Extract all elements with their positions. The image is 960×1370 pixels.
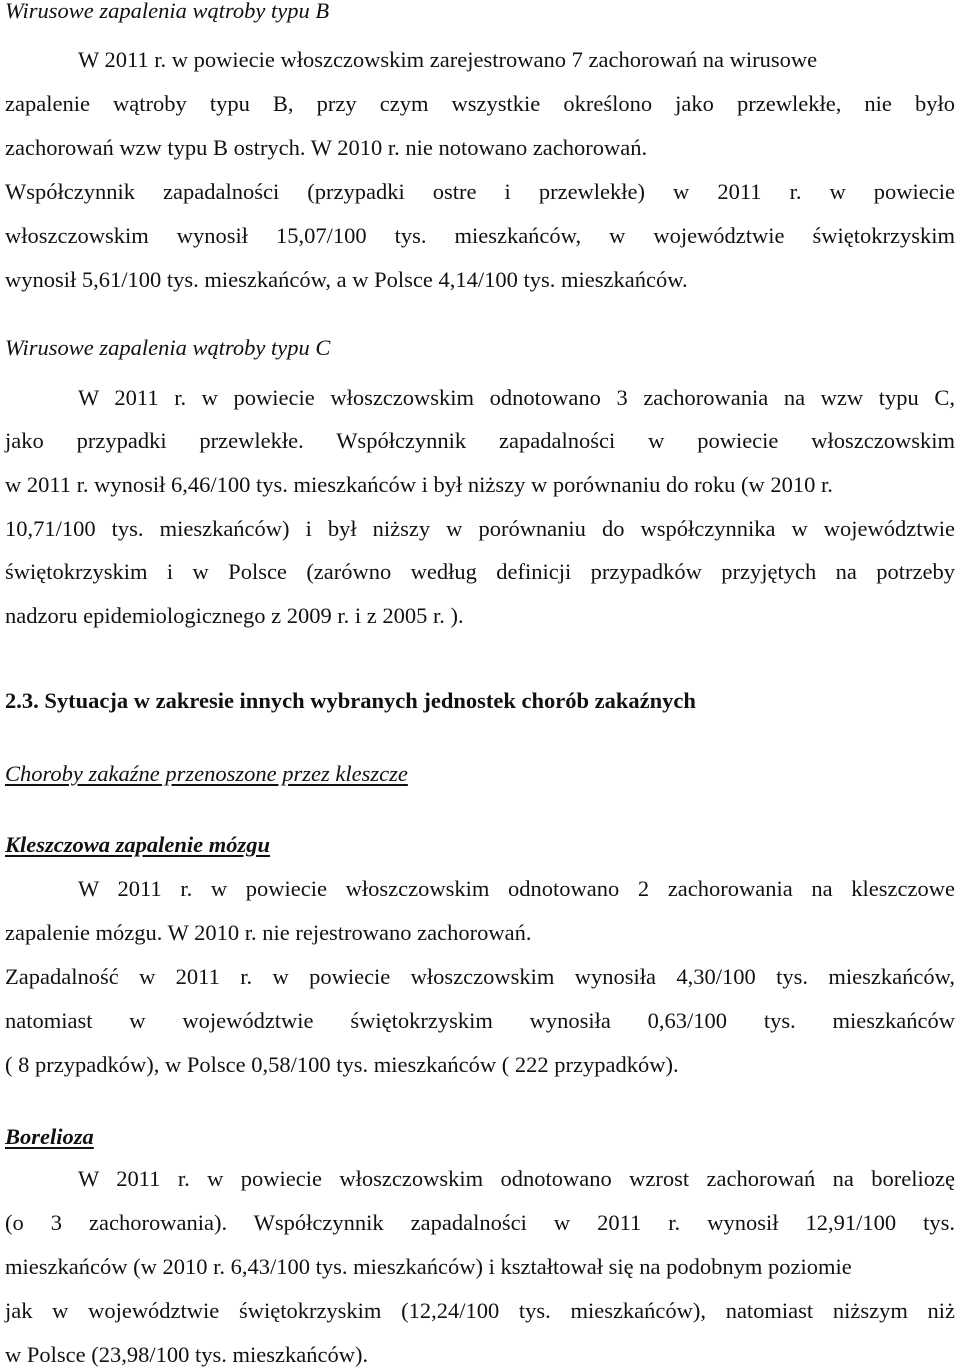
lyme-heading: Borelioza	[5, 1124, 94, 1149]
lyme-paragraph-line: w Polsce (23,98/100 tys. mieszkańców).	[5, 1342, 369, 1367]
hcv-paragraph-line: W 2011 r. w powiecie włoszczowskim odnotowano 3 zachorowania na wzw typu C,	[78, 385, 955, 410]
lyme-paragraph-line: jak w województwie świętokrzyskim (12,24/100 tys. mieszkańców), natomiast niższym niż	[5, 1298, 955, 1323]
tbe-paragraph-line: W 2011 r. w powiecie włoszczowskim odnotowano 2 zachorowania na kleszczowe	[78, 876, 955, 901]
tbe-paragraph-line: ( 8 przypadków), w Polsce 0,58/100 tys. mieszkańców ( 222 przypadków).	[5, 1052, 679, 1077]
tbe-paragraph-line: Zapadalność w 2011 r. w powiecie włoszczowskim wynosiła 4,30/100 tys. mieszkańców,	[5, 964, 955, 989]
hbv-heading: Wirusowe zapalenia wątroby typu B	[5, 0, 330, 23]
lyme-paragraph-line: W 2011 r. w powiecie włoszczowskim odnotowano wzrost zachorowań na boreliozę	[78, 1166, 955, 1191]
section-heading	[5, 686, 955, 716]
hcv-paragraph-line: nadzoru epidemiologicznego z 2009 r. i z 2005 r. ).	[5, 603, 464, 628]
subsection-heading: Choroby zakaźne przenoszone przez kleszcze	[5, 761, 408, 786]
hbv-paragraph-line: zachorowań wzw typu B ostrych. W 2010 r. nie notowano zachorowań.	[5, 135, 648, 160]
hcv-paragraph-line: 10,71/100 tys. mieszkańców) i był niższy w porównaniu do współczynnika w województwie	[5, 516, 955, 541]
section-title: Sytuacja w zakresie innych wybranych jednostek chorób zakaźnych	[44, 688, 696, 713]
tbe-paragraph-line: natomiast w województwie świętokrzyskim wynosiła 0,63/100 tys. mieszkańców	[5, 1008, 955, 1033]
hcv-heading: Wirusowe zapalenia wątroby typu C	[5, 335, 331, 360]
hcv-paragraph-line: jako przypadki przewlekłe. Współczynnik zapadalności w powiecie włoszczowskim	[5, 428, 955, 453]
hcv-paragraph-line: świętokrzyskim i w Polsce (zarówno według definicji przypadków przyjętych na potrzeby	[5, 559, 955, 584]
hbv-paragraph-line: Współczynnik zapadalności (przypadki ostre i przewlekłe) w 2011 r. w powiecie	[5, 179, 955, 204]
section-number: 2.3.	[5, 688, 39, 713]
hbv-paragraph-line: zapalenie wątroby typu B, przy czym wszystkie określono jako przewlekłe, nie było	[5, 91, 955, 116]
hbv-paragraph-line: W 2011 r. w powiecie włoszczowskim zarejestrowano 7 zachorowań na wirusowe	[78, 47, 818, 72]
hcv-paragraph-line: w 2011 r. wynosił 6,46/100 tys. mieszkańców i był niższy w porównaniu do roku (w 2010 r.	[5, 472, 833, 497]
lyme-paragraph-line: (o 3 zachorowania). Współczynnik zapadalności w 2011 r. wynosił 12,91/100 tys.	[5, 1210, 955, 1235]
hbv-paragraph-line: włoszczowskim wynosił 15,07/100 tys. mieszkańców, w województwie świętokrzyskim	[5, 223, 955, 248]
tbe-heading: Kleszczowa zapalenie mózgu	[5, 832, 271, 857]
tbe-paragraph-line: zapalenie mózgu. W 2010 r. nie rejestrowano zachorowań.	[5, 920, 532, 945]
hbv-paragraph-line: wynosił 5,61/100 tys. mieszkańców, a w Polsce 4,14/100 tys. mieszkańców.	[5, 267, 688, 292]
lyme-paragraph-line: mieszkańców (w 2010 r. 6,43/100 tys. mieszkańców) i kształtował się na podobnym poziomie	[5, 1254, 852, 1279]
